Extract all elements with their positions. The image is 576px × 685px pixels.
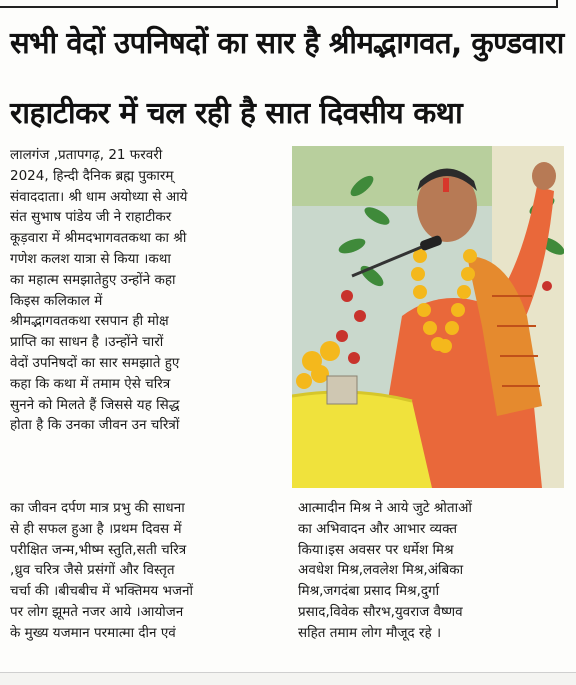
headline-line-1: सभी वेदों उपनिषदों का सार है श्रीमद्भागवत, कुण्डवारा xyxy=(10,26,564,61)
photo-kathavachak-speaking-icon xyxy=(292,146,564,488)
article-text-line: से ही सफल हुआ है ।प्रथम दिवस में xyxy=(10,520,182,537)
article-text-line: संत सुभाष पांडेय जी ने राहाटीकर xyxy=(10,209,172,226)
article-text-line: के मुख्य यजमान परमात्मा दीन एवं xyxy=(10,624,176,641)
headline-line-2: राहाटीकर में चल रही है सात दिवसीय कथा xyxy=(10,96,463,131)
article-text-line: पर लोग झूमते नजर आये ।आयोजन xyxy=(10,603,184,620)
article-text-line: सहित तमाम लोग मौजूद रहे । xyxy=(298,624,442,641)
article-text-line: 2024, हिन्दी दैनिक ब्रह्म पुकारम् xyxy=(10,167,174,184)
article-text-line: वेदों उपनिषदों का सार समझाते हुए xyxy=(10,354,180,371)
article-text-line: सुनने को मिलते हैं जिससे यह सिद्ध xyxy=(10,396,180,413)
article-column-bottom-right xyxy=(298,498,566,644)
article-text-line: किइस कलिकाल में xyxy=(10,292,103,309)
article-text-line: चर्चा की ।बीचबीच में भक्तिमय भजनों xyxy=(10,583,194,600)
top-border-rule xyxy=(0,0,558,8)
article-text-line: मिश्र,जगदंबा प्रसाद मिश्र,दुर्गा xyxy=(298,583,440,600)
article-text-line: संवाददाता। श्री धाम अयोध्या से आये xyxy=(10,188,188,205)
article-text-line: आत्मादीन मिश्र ने आये जुटे श्रोताओं xyxy=(298,500,472,516)
article-text-line: प्राप्ति का साधन है ।उन्होंने चारों xyxy=(10,334,164,351)
article-text-line: ,ध्रुव चरित्र जैसे प्रसंगों और विस्तृत xyxy=(10,562,175,579)
article-text-line: गणेश कलश यात्रा से किया ।कथा xyxy=(10,250,171,267)
article-text-line: अवधेश मिश्र,लवलेश मिश्र,अंबिका xyxy=(298,562,464,579)
article-text-line: कूड़वारा में श्रीमदभागवतकथा का श्री xyxy=(10,230,187,247)
article-column-bottom-left xyxy=(10,498,282,644)
news-photo xyxy=(292,146,564,488)
article-column-left xyxy=(10,145,282,436)
article-text-line: लालगंज ,प्रतापगढ़, 21 फरवरी xyxy=(10,147,163,163)
article-text-line: कहा कि कथा में तमाम ऐसे चरित्र xyxy=(10,375,171,392)
article-text-line: किया।इस अवसर पर धर्मेश मिश्र xyxy=(298,541,454,558)
bottom-page-edge xyxy=(0,672,576,685)
article-text-line: का महात्म समझातेहुए उन्होंने कहा xyxy=(10,271,176,288)
article-text-line: होता है कि उनका जीवन उन चरित्रों xyxy=(10,417,180,434)
article-text-line: का जीवन दर्पण मात्र प्रभु की साधना xyxy=(10,500,185,516)
article-text-line: का अभिवादन और आभार व्यक्त xyxy=(298,520,458,537)
article-text-line: प्रसाद,विवेक सौरभ,युवराज वैष्णव xyxy=(298,603,463,620)
article-text-line: परीक्षित जन्म,भीष्म स्तुति,सती चरित्र xyxy=(10,541,187,558)
article-text-line: श्रीमद्भागवतकथा रसपान ही मोक्ष xyxy=(10,313,169,330)
